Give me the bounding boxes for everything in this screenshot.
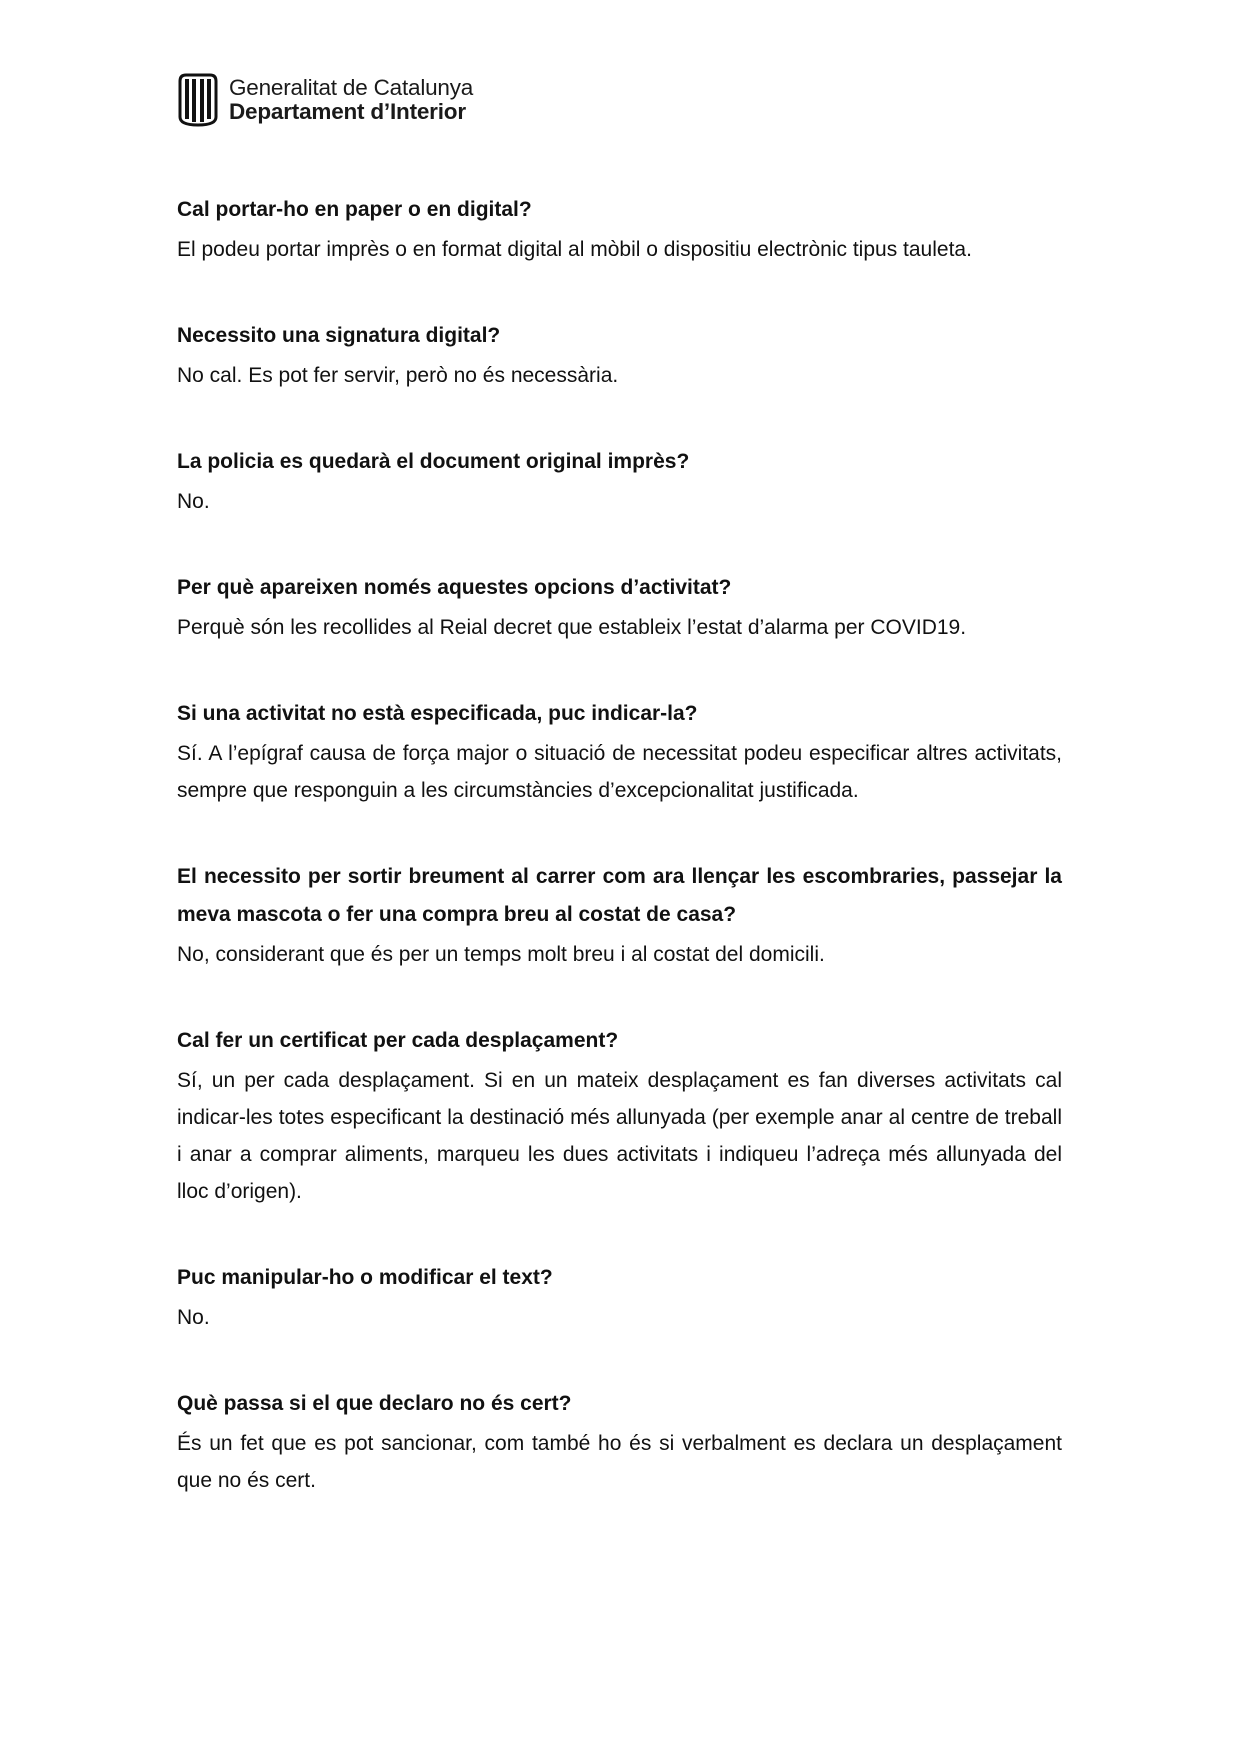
faq-item (177, 443, 1062, 520)
document-header (177, 72, 473, 128)
organization-name (229, 76, 473, 123)
faq-question: El necessito per sortir breument al carrer com ara llençar les escombraries, passejar la meva mascota o fer una compra breu al costat de casa? (177, 865, 1062, 926)
faq-question: Puc manipular-ho o modificar el text? (177, 1266, 553, 1289)
faq-item (177, 1385, 1062, 1499)
faq-answer: És un fet que es pot sancionar, com també ho és si verbalment es declara un desplaçament que no és cert. (177, 1432, 1062, 1492)
faq-answer: No, considerant que és per un temps molt breu i al costat del domicili. (177, 943, 825, 966)
faq-list (177, 191, 1062, 1548)
faq-item (177, 191, 1062, 268)
faq-item (177, 695, 1062, 809)
faq-answer: No. (177, 1306, 210, 1329)
department-title: Departament d’Interior (229, 99, 466, 124)
faq-question: Cal fer un certificat per cada desplaçament? (177, 1029, 619, 1052)
faq-item (177, 569, 1062, 646)
faq-question: Necessito una signatura digital? (177, 324, 501, 347)
faq-item (177, 1022, 1062, 1210)
faq-answer: Perquè són les recollides al Reial decret que estableix l’estat d’alarma per COVID19. (177, 616, 967, 639)
faq-question: Si una activitat no està especificada, puc indicar-la? (177, 702, 698, 725)
faq-question: Per què apareixen només aquestes opcions d’activitat? (177, 576, 732, 599)
faq-answer: No. (177, 490, 210, 513)
faq-question: La policia es quedarà el document original imprès? (177, 450, 690, 473)
organization-title: Generalitat de Catalunya (229, 75, 474, 101)
faq-item (177, 1259, 1062, 1336)
faq-answer: El podeu portar imprès o en format digital al mòbil o dispositiu electrònic tipus tauleta. (177, 238, 972, 261)
faq-question: Cal portar-ho en paper o en digital? (177, 198, 532, 221)
faq-answer: Sí, un per cada desplaçament. Si en un mateix desplaçament es fan diverses activitats cal indicar-les totes especificant la destinació més allunyada (per exemple anar al centre de treball i anar a comprar aliments, marqueu les dues activitats i indiqueu l’adreça més allunyada del lloc d’origen). (177, 1069, 1062, 1203)
faq-item (177, 317, 1062, 394)
faq-answer: No cal. Es pot fer servir, però no és necessària. (177, 364, 619, 387)
catalan-government-logo-icon (177, 73, 219, 127)
faq-item (177, 858, 1062, 973)
faq-question: Què passa si el que declaro no és cert? (177, 1392, 572, 1415)
faq-answer: Sí. A l’epígraf causa de força major o situació de necessitat podeu especificar altres activitats, sempre que responguin a les circumstàncies d’excepcionalitat justificada. (177, 742, 1062, 802)
